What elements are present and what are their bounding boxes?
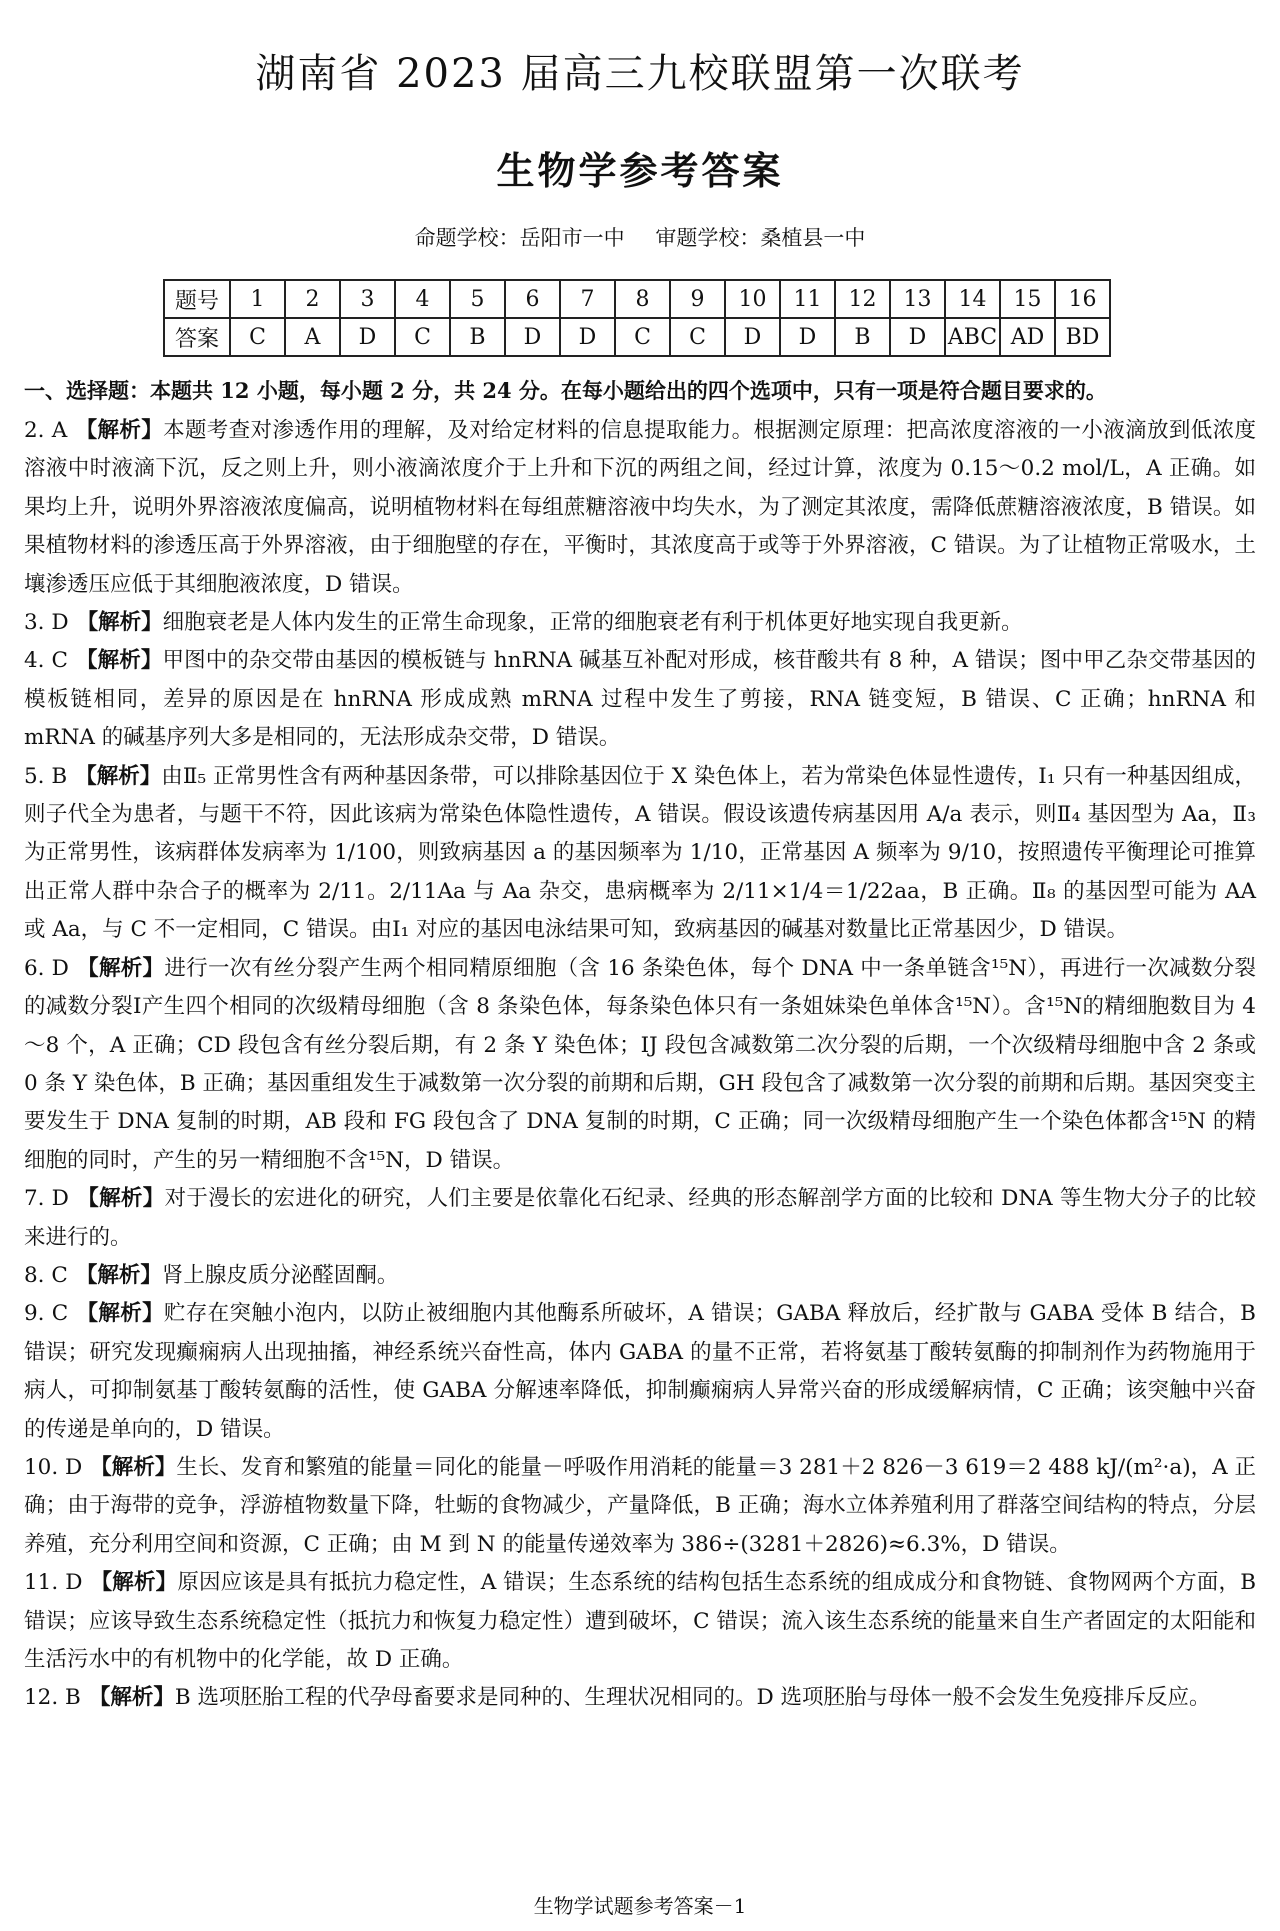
question-explanation <box>24 1449 1256 1564</box>
question-explanation <box>24 1295 1256 1449</box>
question-number-cell: 10 <box>725 280 780 318</box>
page-title: 湖南省 2023 届高三九校联盟第一次联考 <box>255 51 1025 97</box>
answer-cell: C <box>395 318 450 356</box>
explanation-text: 原因应该是具有抵抗力稳定性，A 错误；生态系统的结构包括生态系统的组成成分和食物链、食物网两个方面，B 错误；应该导致生态系统稳定性（抵抗力和恢复力稳定性）遭到破坏，C 错误；流入该生态系统的能量来自生产者固定的太阳能和生活污水中的有机物中的化学能，故 D 正确。 <box>24 1570 1256 1672</box>
question-number: 5. B <box>24 763 68 789</box>
analysis-tag: 【解析】 <box>76 1301 164 1327</box>
school-info <box>0 222 1280 252</box>
explanation-text: 细胞衰老是人体内发生的正常生命现象，正常的细胞衰老有利于机体更好地实现自我更新。 <box>162 610 1023 636</box>
review-school: 审题学校：桑植县一中 <box>655 226 866 250</box>
page-footer: 生物学试题参考答案－1 <box>533 1894 747 1918</box>
question-number-cell: 15 <box>1000 280 1055 318</box>
question-number-cell: 2 <box>285 280 340 318</box>
explanation-text: 由Ⅱ₅ 正常男性含有两种基因条带，可以排除基因位于 X 染色体上，若为常染色体显性遗传，Ⅰ₁ 只有一种基因组成，则子代全为患者，与题干不符，因此该病为常染色体隐性遗传，A 错误。假设该遗传病基因用 A/a 表示，则Ⅱ₄ 基因型为 Aa，Ⅱ₃ 为正常男性，该病群体发病率为 1/100，则致病基因 a 的基因频率为 1/10，正常基因 A 频率为 9/10，按照遗传平衡理论可推算出正常人群中杂合子的概率为 2/11。2/11Aa 与 Aa 杂交，患病概率为 2/11×1/4＝1/22aa，B 正确。Ⅱ₈ 的基因型可能为 AA 或 Aa，与 C 不一定相同，C 错误。由Ⅰ₁ 对应的基因电泳结果可知，致病基因的碱基对数量比正常基因少，D 错误。 <box>24 763 1256 943</box>
analysis-tag: 【解析】 <box>76 955 165 981</box>
answer-cell: D <box>780 318 835 356</box>
table-answer-label: 答案 <box>164 318 230 356</box>
answer-cell: ABC <box>945 318 1000 356</box>
question-list <box>24 412 1256 1718</box>
question-number-cell: 3 <box>340 280 395 318</box>
analysis-tag: 【解析】 <box>88 1685 175 1711</box>
answer-cell: BD <box>1055 318 1110 356</box>
question-explanation <box>24 412 1256 604</box>
answer-cell: C <box>670 318 725 356</box>
question-number-cell: 4 <box>395 280 450 318</box>
answer-cell: D <box>890 318 945 356</box>
question-explanation <box>24 1564 1256 1679</box>
question-explanation <box>24 1679 1256 1717</box>
question-number-cell: 9 <box>670 280 725 318</box>
answer-cell: D <box>505 318 560 356</box>
question-number-cell: 14 <box>945 280 1000 318</box>
analysis-tag: 【解析】 <box>75 648 163 674</box>
explanation-text: 对于漫长的宏进化的研究，人们主要是依靠化石纪录、经典的形态解剖学方面的比较和 DNA 等生物大分子的比较来进行的。 <box>24 1186 1256 1250</box>
question-explanation <box>24 642 1256 757</box>
question-number: 3. D <box>24 610 69 636</box>
answer-cell: B <box>450 318 505 356</box>
table-header-label: 题号 <box>164 280 230 318</box>
analysis-tag: 【解析】 <box>76 610 163 636</box>
question-number: 4. C <box>24 648 68 674</box>
question-explanation <box>24 758 1256 950</box>
explanation-text: 肾上腺皮质分泌醛固酮。 <box>161 1262 399 1288</box>
question-number: 2. A <box>24 418 68 443</box>
question-explanation <box>24 950 1256 1180</box>
question-number-cell: 7 <box>560 280 615 318</box>
question-number: 10. D <box>24 1454 83 1480</box>
question-number-cell: 13 <box>890 280 945 318</box>
answer-cell: D <box>340 318 395 356</box>
analysis-tag: 【解析】 <box>75 418 164 443</box>
answer-table-number-row <box>164 280 1110 318</box>
question-number: 9. C <box>24 1301 69 1327</box>
explanation-text: B 选项胚胎工程的代孕母畜要求是同种的、生理状况相同的。D 选项胚胎与母体一般不会发生免疫排斥反应。 <box>174 1685 1211 1711</box>
question-number-cell: 11 <box>780 280 835 318</box>
analysis-tag: 【解析】 <box>90 1454 177 1480</box>
question-number: 7. D <box>24 1186 69 1212</box>
section-heading: 一、选择题：本题共 12 小题，每小题 2 分，共 24 分。在每小题给出的四个选项中，只有一项是符合题目要求的。 <box>24 378 1107 403</box>
analysis-tag: 【解析】 <box>90 1570 178 1596</box>
answer-table-answer-row <box>164 318 1110 356</box>
explanation-text: 甲图中的杂交带由基因的模板链与 hnRNA 碱基互补配对形成，核苷酸共有 8 种，A 错误；图中甲乙杂交带基因的模板链相同，差异的原因是在 hnRNA 形成成熟 mRNA 过程中发生了剪接，RNA 链变短，B 错误、C 正确；hnRNA 和 mRNA 的碱基序列大多是相同的，无法形成杂交带，D 错误。 <box>24 648 1256 751</box>
answer-cell: D <box>725 318 780 356</box>
analysis-tag: 【解析】 <box>76 1186 165 1212</box>
question-explanation <box>24 1257 1256 1295</box>
question-explanation <box>24 604 1256 642</box>
explanation-text: 贮存在突触小泡内，以防止被细胞内其他酶系所破坏，A 错误；GABA 释放后，经扩散与 GABA 受体 B 结合，B 错误；研究发现癫痫病人出现抽搐，神经系统兴奋性高，体内 GABA 的量不正常，若将氨基丁酸转氨酶的抑制剂作为药物施用于病人，可抑制氨基丁酸转氨酶的活性，使 GABA 分解速率降低，抑制癫痫病人异常兴奋的形成缓解病情，C 正确；该突触中兴奋的传递是单向的，D 错误。 <box>24 1301 1256 1442</box>
question-number: 12. B <box>24 1685 81 1711</box>
question-explanation <box>24 1180 1256 1257</box>
answer-cell: B <box>835 318 890 356</box>
question-number: 6. D <box>24 955 69 981</box>
propose-school: 命题学校：岳阳市一中 <box>414 226 625 250</box>
question-number-cell: 8 <box>615 280 670 318</box>
question-number-cell: 12 <box>835 280 890 318</box>
answer-cell: C <box>230 318 285 356</box>
answer-table <box>163 279 1111 357</box>
explanation-text: 生长、发育和繁殖的能量＝同化的能量－呼吸作用消耗的能量＝3 281＋2 826－3 619＝2 488 kJ/(m²·a)，A 正确；由于海带的竞争，浮游植物数量下降，牡蛎的食物减少，产量降低，B 正确；海水立体养殖利用了群落空间结构的特点，分层养殖，充分利用空间和资源，C 正确；由 M 到 N 的能量传递效率为 386÷(3281＋2826)≈6.3%，D 错误。 <box>24 1454 1256 1557</box>
question-number-cell: 5 <box>450 280 505 318</box>
explanation-text: 本题考查对渗透作用的理解，及对给定材料的信息提取能力。根据测定原理：把高浓度溶液的一小液滴放到低浓度溶液中时液滴下沉，反之则上升，则小液滴浓度介于上升和下沉的两组之间，经过计算，浓度为 0.15～0.2 mol/L，A 正确。如果均上升，说明外界溶液浓度偏高，说明植物材料在每组蔗糖溶液中均失水，为了测定其浓度，需降低蔗糖溶液浓度，B 错误。如果植物材料的渗透压高于外界溶液，由于细胞壁的存在，平衡时，其浓度高于或等于外界溶液，C 错误。为了让植物正常吸水，土壤渗透压应低于其细胞液浓度，D 错误。 <box>24 418 1256 597</box>
question-number: 8. C <box>24 1262 68 1288</box>
main-content <box>24 372 1256 1718</box>
answer-cell: A <box>285 318 340 356</box>
explanation-text: 进行一次有丝分裂产生两个相同精原细胞（含 16 条染色体，每个 DNA 中一条单链含¹⁵N），再进行一次减数分裂的减数分裂Ⅰ产生四个相同的次级精母细胞（含 8 条染色体，每条染色体只有一条姐妹染色单体含¹⁵N）。含¹⁵N的精细胞数目为 4～8 个，A 正确；CD 段包含有丝分裂后期，有 2 条 Y 染色体；IJ 段包含减数第二次分裂的后期，一个次级精母细胞中含 2 条或 0 条 Y 染色体，B 正确；基因重组发生于减数第一次分裂的前期和后期，GH 段包含了减数第一次分裂的前期和后期。基因突变主要发生于 DNA 复制的时期，AB 段和 FG 段包含了 DNA 复制的时期，C 正确；同一次级精母细胞产生一个染色体都含¹⁵N 的精细胞的同时，产生的另一精细胞不含¹⁵N，D 错误。 <box>24 955 1256 1173</box>
question-number-cell: 16 <box>1055 280 1110 318</box>
answer-cell: C <box>615 318 670 356</box>
analysis-tag: 【解析】 <box>75 1262 162 1288</box>
answer-cell: D <box>560 318 615 356</box>
answer-cell: AD <box>1000 318 1055 356</box>
question-number-cell: 6 <box>505 280 560 318</box>
question-number: 11. D <box>24 1570 83 1596</box>
question-number-cell: 1 <box>230 280 285 318</box>
page-subtitle: 生物学参考答案 <box>496 148 784 193</box>
analysis-tag: 【解析】 <box>75 763 162 789</box>
